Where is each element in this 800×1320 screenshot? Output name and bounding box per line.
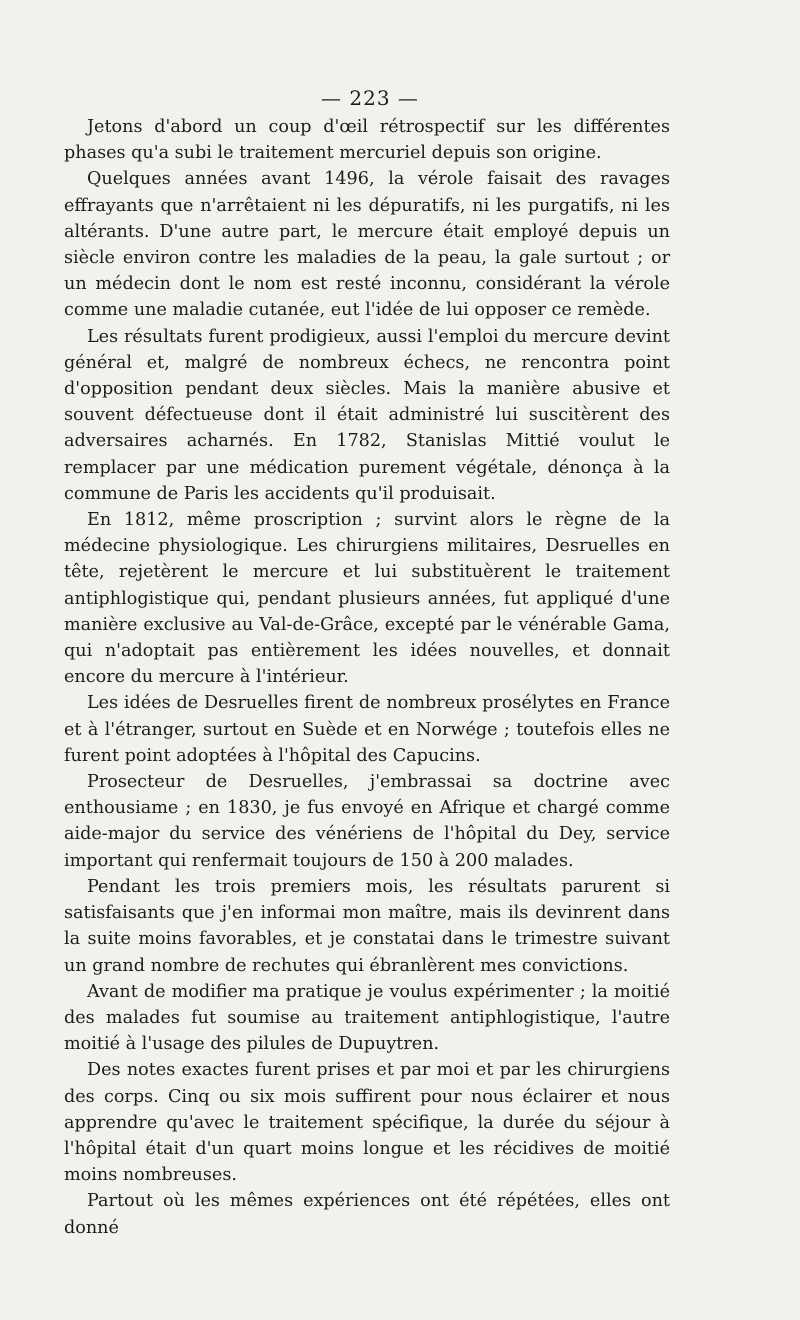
paragraph-2: Quelques années avant 1496, la vérole faisait des ravages effrayants que n'arrêtaient ni les dépuratifs, ni les purgatifs, ni les altérants. D'une autre part, le mercure était employé depuis un siècle environ contre les maladies de la peau, la gale surtout ; or un médecin dont le nom est resté inconnu, considérant la vérole comme une maladie cutanée, eut l'idée de lui opposer ce remède. — [64, 169, 670, 321]
page-number: — 223 — — [321, 86, 419, 110]
paragraph-3: Les résultats furent prodigieux, aussi l'emploi du mercure devint général et, malgré de nombreux échecs, ne rencontra point d'opposition pendant deux siècles. Mais la manière abusive et souvent défectueuse dont il était administré lui suscitèrent des adversaires acharnés. En 1782, Stanislas Mittié voulut le remplacer par une médication purement végétale, dénonça à la commune de Paris les accidents qu'il produisait. — [64, 326, 670, 504]
paragraph-1: Jetons d'abord un coup d'œil rétrospectif sur les différentes phases qu'a subi le traitement mercuriel depuis son origine. — [64, 117, 670, 164]
paragraph-6: Prosecteur de Desruelles, j'embrassai sa doctrine avec enthousiame ; en 1830, je fus envoyé en Afrique et chargé comme aide-major du service des vénériens de l'hôpital du Dey, service important qui renfermait toujours de 150 à 200 malades. — [64, 772, 670, 871]
body-text — [64, 114, 670, 1241]
paragraph-8: Avant de modifier ma pratique je voulus expérimenter ; la moitié des malades fut soumise au traitement antiphlogistique, l'autre moitié à l'usage des pilules de Dupuytren. — [64, 981, 670, 1055]
paragraph-5: Les idées de Desruelles firent de nombreux prosélytes en France et à l'étranger, surtout en Suède et en Norwége ; toutefois elles ne furent point adoptées à l'hôpital des Capucins. — [64, 693, 670, 766]
paragraph-10: Partout où les mêmes expériences ont été répétées, elles ont donné — [64, 1191, 670, 1238]
paragraph-7: Pendant les trois premiers mois, les résultats parurent si satisfaisants que j'en informai mon maître, mais ils devinrent dans la suite moins favorables, et je constatai dans le trimestre suivant un grand nombre de rechutes qui ébranlèrent mes convictions. — [64, 876, 670, 976]
paragraph-9: Des notes exactes furent prises et par moi et par les chirurgiens des corps. Cinq ou six mois suffirent pour nous éclairer et nous apprendre qu'avec le traitement spécifique, la durée du séjour à l'hôpital était d'un quart moins longue et les récidives de moitié moins nombreuses. — [64, 1060, 670, 1186]
paragraph-4: En 1812, même proscription ; survint alors le règne de la médecine physiologique. Les chirurgiens militaires, Desruelles en tête, rejetèrent le mercure et lui substituèrent le traitement antiphlogistique qui, pendant plusieurs années, fut appliqué d'une manière exclusive au Val-de-Grâce, excepté par le vénérable Gama, qui n'adoptait pas entièrement les idées nouvelles, et donnait encore du mercure à l'intérieur. — [64, 510, 670, 688]
